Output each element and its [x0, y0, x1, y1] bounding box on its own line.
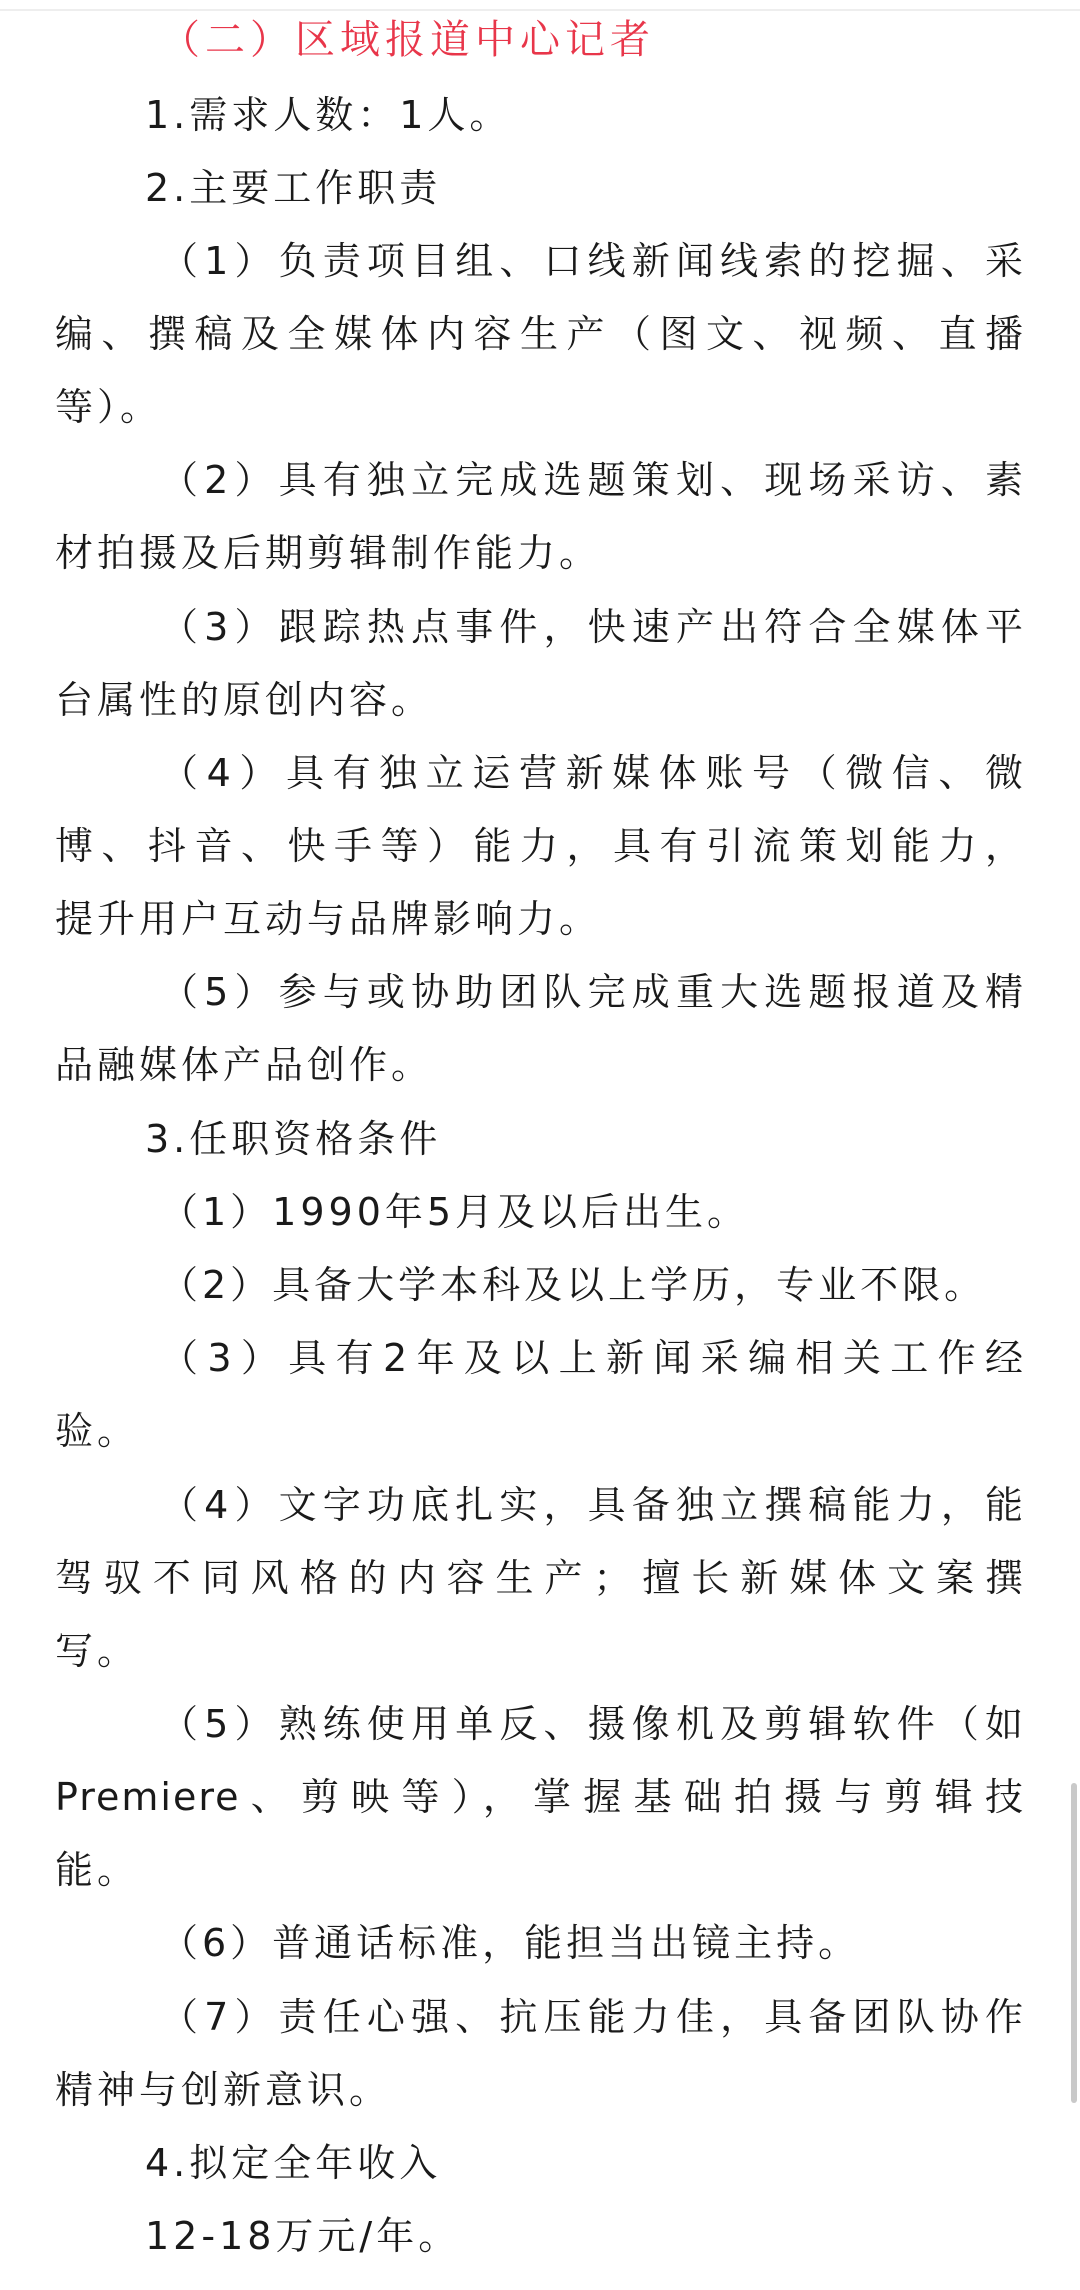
item-title: 3.任职资格条件 [145, 1117, 442, 1161]
item-title: 1.需求人数：1人。 [145, 93, 512, 137]
paragraph-line: （7）责任心强、抗压能力佳，具备团队协作 [160, 1995, 1025, 2039]
scrollbar-thumb[interactable] [1071, 1783, 1077, 2103]
paragraph-line: 提升用户互动与品牌影响力。 [55, 897, 602, 941]
paragraph-line: （1）负责项目组、口线新闻线索的挖掘、采 [160, 239, 1025, 283]
item-title: 2.主要工作职责 [145, 166, 442, 210]
paragraph-line: （6）普通话标准，能担当出镜主持。 [160, 1921, 861, 1965]
paragraph-line: 驾驭不同风格的内容生产；擅长新媒体文案撰 [55, 1556, 1025, 1600]
paragraph-line: 材拍摄及后期剪辑制作能力。 [55, 531, 602, 575]
paragraph-line: 验。 [55, 1409, 140, 1453]
paragraph-line: （4）具有独立运营新媒体账号（微信、微 [160, 751, 1025, 795]
paragraph-line: 等）。 [55, 385, 163, 429]
paragraph-line: （2）具备大学本科及以上学历，专业不限。 [160, 1263, 987, 1307]
paragraph-line: 12-18万元/年。 [145, 2214, 461, 2258]
paragraph-line: （3）具有2年及以上新闻采编相关工作经 [160, 1336, 1025, 1380]
paragraph-line: 精神与创新意识。 [55, 2068, 392, 2112]
paragraph-line: 品融媒体产品创作。 [55, 1043, 434, 1087]
paragraph-line: 编、撰稿及全媒体内容生产（图文、视频、直播 [55, 312, 1025, 356]
item-title: 4.拟定全年收入 [145, 2141, 442, 2185]
paragraph-line: 博、抖音、快手等）能力，具有引流策划能力， [55, 824, 1025, 868]
paragraph-line: （3）跟踪热点事件，快速产出符合全媒体平 [160, 605, 1025, 649]
paragraph-line: 写。 [55, 1629, 140, 1673]
paragraph-line: 能。 [55, 1848, 140, 1892]
section-heading: （二）区域报道中心记者 [160, 17, 655, 63]
paragraph-line: （2）具有独立完成选题策划、现场采访、素 [160, 458, 1025, 502]
paragraph-line: （5）参与或协助团队完成重大选题报道及精 [160, 970, 1025, 1014]
paragraph-line: （5）熟练使用单反、摄像机及剪辑软件（如 [160, 1702, 1025, 1746]
paragraph-line: Premiere、剪映等），掌握基础拍摄与剪辑技 [55, 1775, 1025, 1819]
paragraph-line: （1）1990年5月及以后出生。 [160, 1190, 750, 1234]
paragraph-line: （4）文字功底扎实，具备独立撰稿能力，能 [160, 1483, 1025, 1527]
paragraph-line: 台属性的原创内容。 [55, 678, 434, 722]
